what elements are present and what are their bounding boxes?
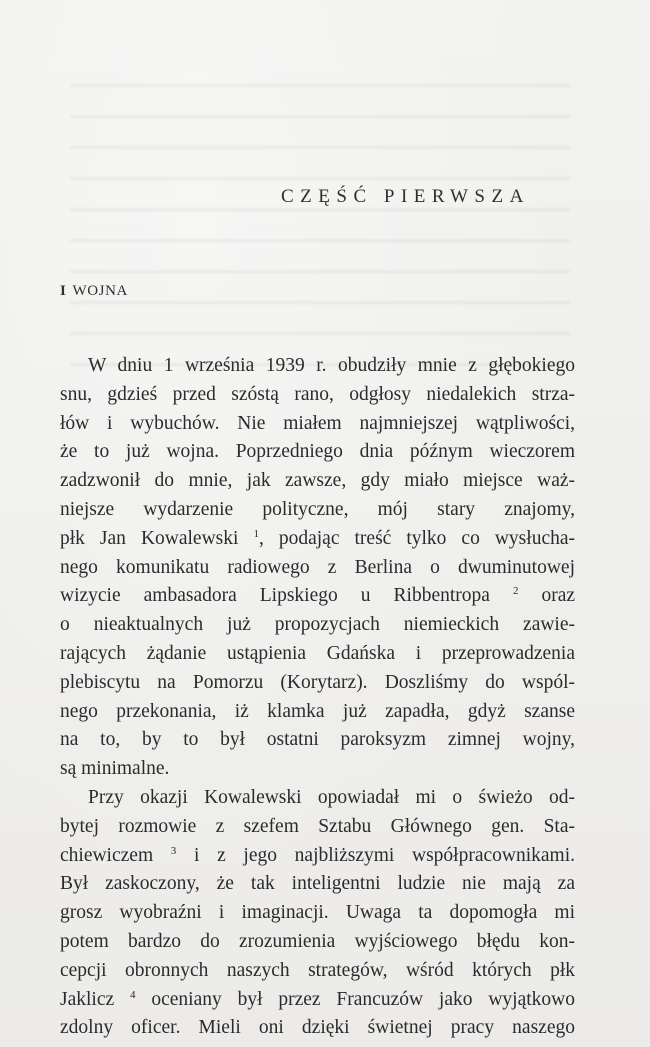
- bleed-through-texture: [70, 70, 570, 390]
- text-line: Był zaskoczony, że tak inteligentni ludzie nie mają za: [60, 873, 575, 895]
- text-segment: , podając treść tylko co wysłucha-: [258, 527, 575, 549]
- chapter-heading: [60, 283, 128, 300]
- text-line: zdolny oficer. Mieli oni dzięki świetnej pracy naszego: [60, 1017, 575, 1039]
- text-line: zadzwonił do mnie, jak zawsze, gdy miało miejsce waż-: [60, 470, 575, 492]
- text-line: rających żądanie ustąpienia Gdańska i przeprowadzenia: [60, 642, 575, 664]
- footnote-marker: 2: [512, 585, 519, 598]
- part-title: CZĘŚĆ PIERWSZA: [281, 186, 530, 207]
- text-segment: oceniany był przez Francuzów jako wyjątkowo: [135, 988, 576, 1010]
- text-line: że to już wojna. Poprzedniego dnia późnym wieczorem: [60, 441, 575, 463]
- text-line: Przy okazji Kowalewski opowiadał mi o świeżo od-: [88, 786, 575, 808]
- chapter-title: WOJNA: [72, 283, 128, 299]
- text-line: plebiscytu na Pomorzu (Korytarz). Doszliśmy do wspól-: [60, 671, 575, 693]
- text-segment: Jaklicz: [60, 988, 130, 1010]
- text-segment: wizycie ambasadora Lipskiego u Ribbentropa: [60, 585, 513, 607]
- text-line: W dniu 1 września 1939 r. obudziły mnie z głębokiego: [88, 355, 575, 376]
- text-segment: i z jego najbliższymi współpracownikami.: [176, 844, 575, 866]
- text-line: nego komunikatu radiowego z Berlina o dwuminutowej: [60, 556, 575, 578]
- text-segment: płk Jan Kowalewski: [60, 527, 254, 549]
- text-line: łów i wybuchów. Nie miałem najmniejszej wątpliwości,: [60, 412, 575, 434]
- footnote-marker: 4: [130, 988, 136, 1001]
- text-line: bytej rozmowie z szefem Sztabu Głównego gen. Sta-: [60, 815, 575, 837]
- text-segment: oraz: [518, 585, 575, 607]
- text-line: [60, 842, 575, 871]
- text-line: nego przekonania, iż klamka już zapadła, gdyż szanse: [60, 700, 575, 722]
- text-line: grosz wyobraźni i imaginacji. Uwaga ta dopomogła mi: [60, 902, 575, 924]
- text-line: są minimalne.: [60, 758, 170, 780]
- text-line: na to, by to był ostatni paroksyzm zimnej wojny,: [60, 729, 575, 751]
- text-line: snu, gdzieś przed szóstą rano, odgłosy niedalekich strza-: [60, 383, 575, 405]
- chapter-number: I: [60, 283, 67, 299]
- text-line: [60, 986, 575, 1015]
- text-line: potem bardzo do zrozumienia wyjściowego błędu kon-: [60, 930, 575, 952]
- text-line: cepcji obronnych naszych strategów, wśród których płk: [60, 959, 575, 981]
- footnote-marker: 3: [170, 844, 177, 857]
- text-line: [60, 525, 575, 554]
- text-line: niejsze wydarzenie polityczne, mój stary znajomy,: [60, 498, 575, 520]
- footnote-marker: 1: [253, 527, 259, 540]
- text-segment: chiewiczem: [60, 844, 171, 866]
- body-text: [60, 352, 575, 1043]
- text-line: o nieaktualnych już propozycjach niemieckich zawie-: [60, 614, 575, 636]
- text-line: [60, 582, 575, 611]
